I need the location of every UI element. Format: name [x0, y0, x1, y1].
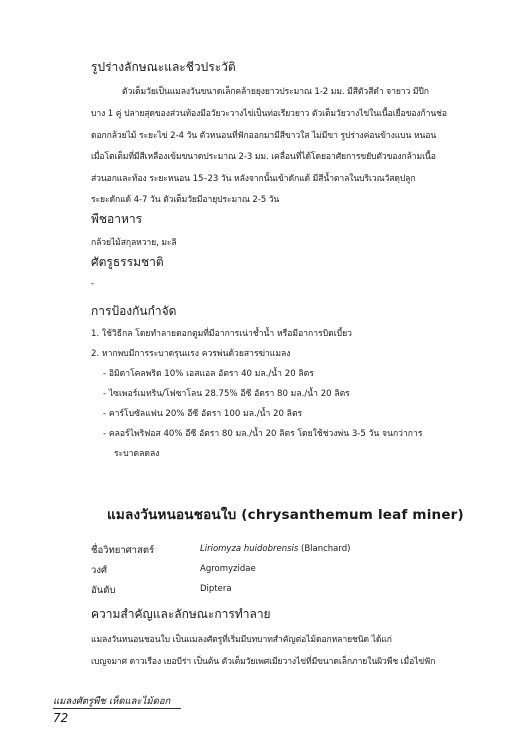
- control-item: 1. ใช้วิธีกล โดยทำลายดอกตูมที่มีอาการเน่าช้ำน้ำ หรือมีอาการบิดเบี้ยว: [91, 329, 352, 339]
- footer-divider: [53, 708, 181, 709]
- paragraph-line: บาง 1 คู่ ปลายสุดของส่วนท้องมีอวัยวะวางไข่เป็นท่อเรียวยาว ตัวเต็มวัยวางไข่ในเนื้อเยื่อของก้านช่อ: [91, 109, 447, 119]
- paragraph-line: แมลงวันหนอนชอนใบ เป็นแมลงศัตรูที่เริ่มมีบทบาทสำคัญต่อไม้ดอกหลายชนิด ได้แก่: [91, 635, 392, 645]
- scientific-name-author: (Blanchard): [298, 544, 351, 554]
- control-subitem: - คาร์โบซัลแฟน 20% อีซี อัตรา 100 มล./น้ำ 20 ลิตร: [103, 409, 303, 419]
- paragraph-line: ระยะดักแด้ 4-7 วัน ตัวเต็มวัยมีอายุประมาณ 2-5 วัน: [91, 195, 280, 205]
- taxonomy-key-family: วงศ์: [91, 565, 108, 576]
- control-subitem: - อิมิดาโคลพริด 10% เอสแอล อัตรา 40 มล./น้ำ 20 ลิตร: [103, 369, 314, 379]
- section-heading-importance: ความสำคัญและลักษณะการทำลาย: [91, 607, 271, 621]
- taxonomy-key-order: อันดับ: [91, 585, 116, 596]
- taxonomy-key-scientific-name: ชื่อวิทยาศาสตร์: [91, 545, 155, 556]
- taxonomy-value-scientific-name: [200, 544, 350, 554]
- pest-title: แมลงวันหนอนชอนใบ (chrysanthemum leaf miner): [107, 507, 464, 523]
- taxonomy-value-family: Agromyzidae: [200, 564, 256, 574]
- scientific-name-italic: Liriomyza huidobrensis: [200, 544, 299, 554]
- host-plants-text: กล้วยไม้สกุลหวาย, มะลิ: [91, 238, 177, 248]
- control-item: 2. หากพบมีการระบาดรุนแรง ควรพ่นด้วยสารฆ่าแมลง: [91, 349, 291, 359]
- paragraph-line: ส่วนอกและท้อง ระยะหนอน 15–23 วัน หลังจากนั้นเข้าดักแด้ มีสีน้ำตาลในบริเวณวัสดุปลูก: [91, 174, 416, 184]
- section-heading-control: การป้องกันกำจัด: [91, 304, 177, 318]
- footer-book-title: แมลงศัตรูพืช เห็ดและไม้ดอก: [53, 696, 171, 707]
- paragraph-line: ดอกกล้วยไม้ ระยะไข่ 2-4 วัน ตัวหนอนที่ฟักออกมามีสีขาวใส ไม่มีขา รูปร่างค่อนข้างแบน หนอน: [91, 131, 437, 141]
- section-heading-morphology: รูปร่างลักษณะและชีวประวัติ: [91, 60, 236, 74]
- paragraph-line: เมื่อโตเต็มที่มีสีเหลืองเข้มขนาดประมาณ 2-3 มม. เคลื่อนที่ได้โดยอาศัยการขยับตัวของกล้ามเนื้อ: [91, 152, 436, 162]
- section-heading-host-plants: พืชอาหาร: [91, 212, 143, 226]
- natural-enemies-text: -: [91, 279, 95, 289]
- taxonomy-value-order: Diptera: [200, 584, 232, 594]
- control-subitem: - ไซเพอร์เมทริน/โฟซาโลน 28.75% อีซี อัตรา 80 มล./น้ำ 20 ลิตร: [103, 389, 350, 399]
- page-number: 72: [53, 711, 69, 725]
- paragraph-line: เบญจมาศ ดาวเรือง เยอบีร่า เป็นต้น ตัวเต็มวัยเพศเมียวางไข่ที่มีขนาดเล็กภายในผิวพืช เมื่อไข่ฟัก: [91, 657, 436, 667]
- paragraph-line: ตัวเต็มวัยเป็นแมลงวันขนาดเล็กคล้ายยุงยาวประมาณ 1-2 มม. มีสีตัวสีดำ จายาว มีปีก: [122, 87, 429, 97]
- section-heading-natural-enemies: ศัตรูธรรมชาติ: [91, 255, 164, 269]
- control-subitem: - คลอร์ไพริฟอส 40% อีซี อัตรา 80 มล./น้ำ 20 ลิตร โดยใช้ช่วงพ่น 3-5 วัน จนกว่าการ: [103, 429, 423, 439]
- control-subitem-continuation: ระบาดลดลง: [114, 449, 160, 459]
